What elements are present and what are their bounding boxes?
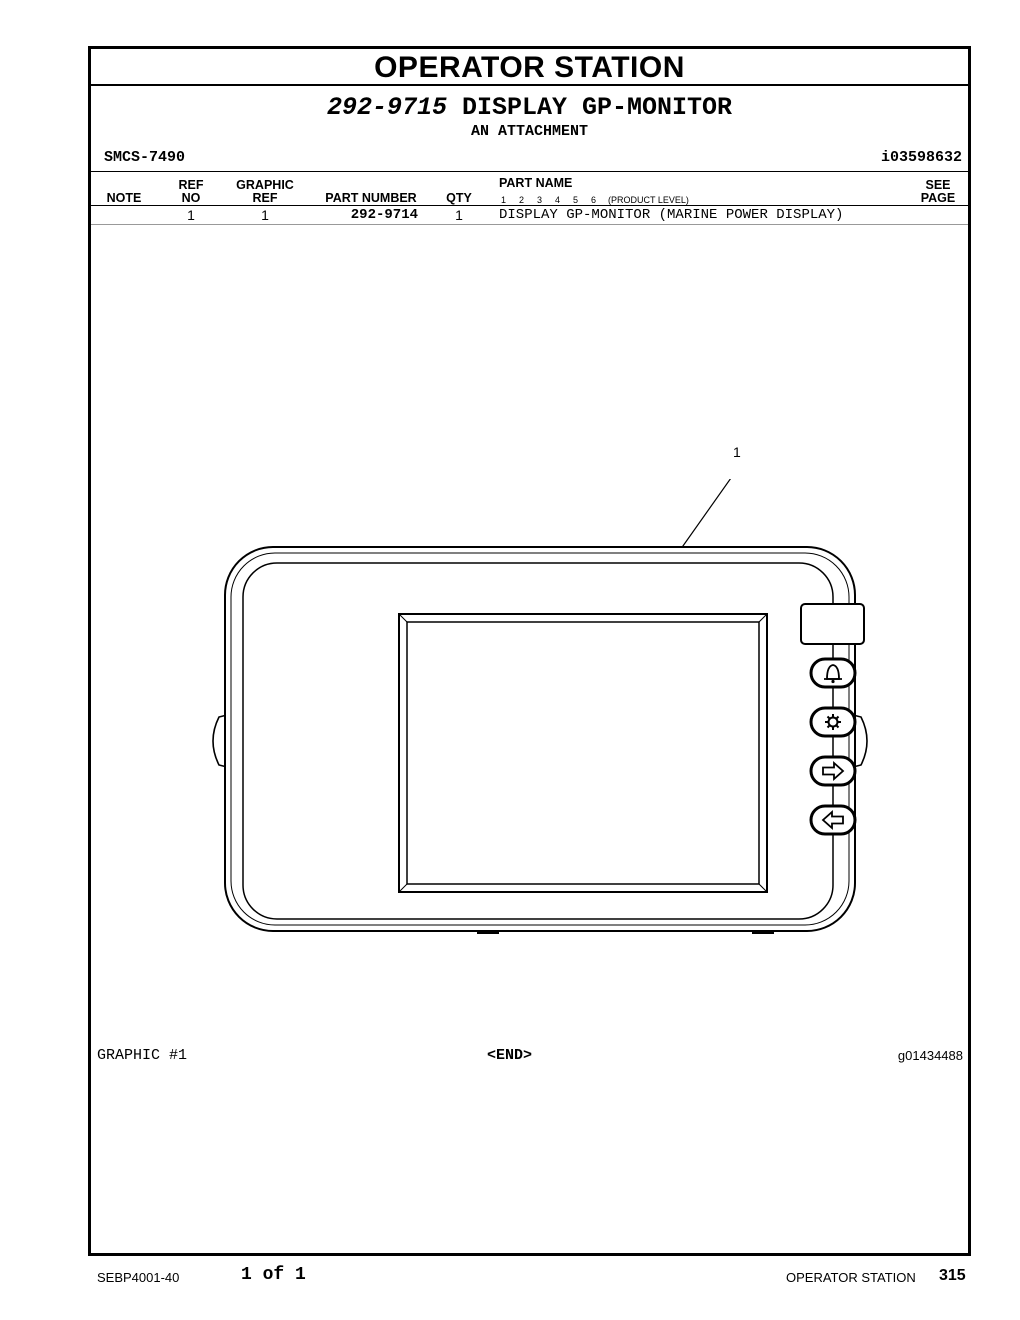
graphic-id: g01434488 [897, 1048, 963, 1063]
level-1: 1 [501, 195, 507, 205]
footer-section: OPERATOR STATION [786, 1270, 916, 1285]
table-top-divider [91, 171, 968, 172]
header-ref-no-line1: REF [178, 178, 204, 192]
row-graphic-ref: 1 [261, 207, 269, 223]
row-qty: 1 [455, 207, 463, 223]
footer-page-of: 1 of 1 [241, 1265, 306, 1285]
callout-number: 1 [733, 444, 741, 460]
level-3: 3 [537, 195, 543, 205]
level-4: 4 [555, 195, 561, 205]
callout-leader-line [678, 479, 743, 553]
back-button[interactable] [811, 806, 855, 834]
heading-subtitle: AN ATTACHMENT [470, 123, 589, 140]
header-ref-no-line2: NO [181, 191, 201, 205]
section-title: OPERATOR STATION [91, 49, 968, 86]
footer-page-number: 315 [939, 1267, 966, 1284]
header-graphic-ref-line1: GRAPHIC [236, 178, 294, 192]
row-part-number: 292-9714 [350, 207, 418, 223]
next-button[interactable] [811, 757, 855, 785]
display-monitor-illustration [201, 479, 881, 949]
graphic-label: GRAPHIC #1 [97, 1047, 188, 1064]
footer-doc-number: SEBP4001-40 [97, 1270, 180, 1285]
smcs-code: SMCS-7490 [104, 149, 186, 166]
header-see-page-line2: PAGE [920, 191, 956, 205]
level-2: 2 [519, 195, 525, 205]
bottom-connector-left [477, 930, 499, 934]
page-heading [91, 93, 968, 122]
header-graphic-ref-line2: REF [252, 191, 278, 205]
row-ref-no: 1 [187, 207, 195, 223]
indicator-window [801, 604, 864, 644]
page-frame [88, 46, 971, 1256]
level-6: 6 [591, 195, 597, 205]
level-5: 5 [573, 195, 579, 205]
heading-name: DISPLAY GP-MONITOR [462, 93, 733, 122]
header-part-name: PART NAME [499, 176, 573, 190]
table-header-divider [91, 205, 968, 206]
row-part-name: DISPLAY GP-MONITOR (MARINE POWER DISPLAY) [499, 207, 844, 223]
table-row-divider [91, 224, 968, 225]
end-marker: <END> [487, 1047, 533, 1064]
heading-part-number: 292-9715 [326, 93, 447, 122]
header-see-page-line1: SEE [925, 178, 951, 192]
document-id: i03598632 [880, 149, 962, 166]
header-note: NOTE [106, 191, 142, 205]
alarm-button[interactable] [811, 659, 855, 687]
bottom-connector-right [752, 930, 774, 934]
settings-button[interactable] [811, 708, 855, 736]
display-screen-inner [407, 622, 759, 884]
product-level-label: (PRODUCT LEVEL) [608, 195, 689, 205]
header-part-number: PART NUMBER [325, 191, 417, 205]
header-qty: QTY [446, 191, 472, 205]
